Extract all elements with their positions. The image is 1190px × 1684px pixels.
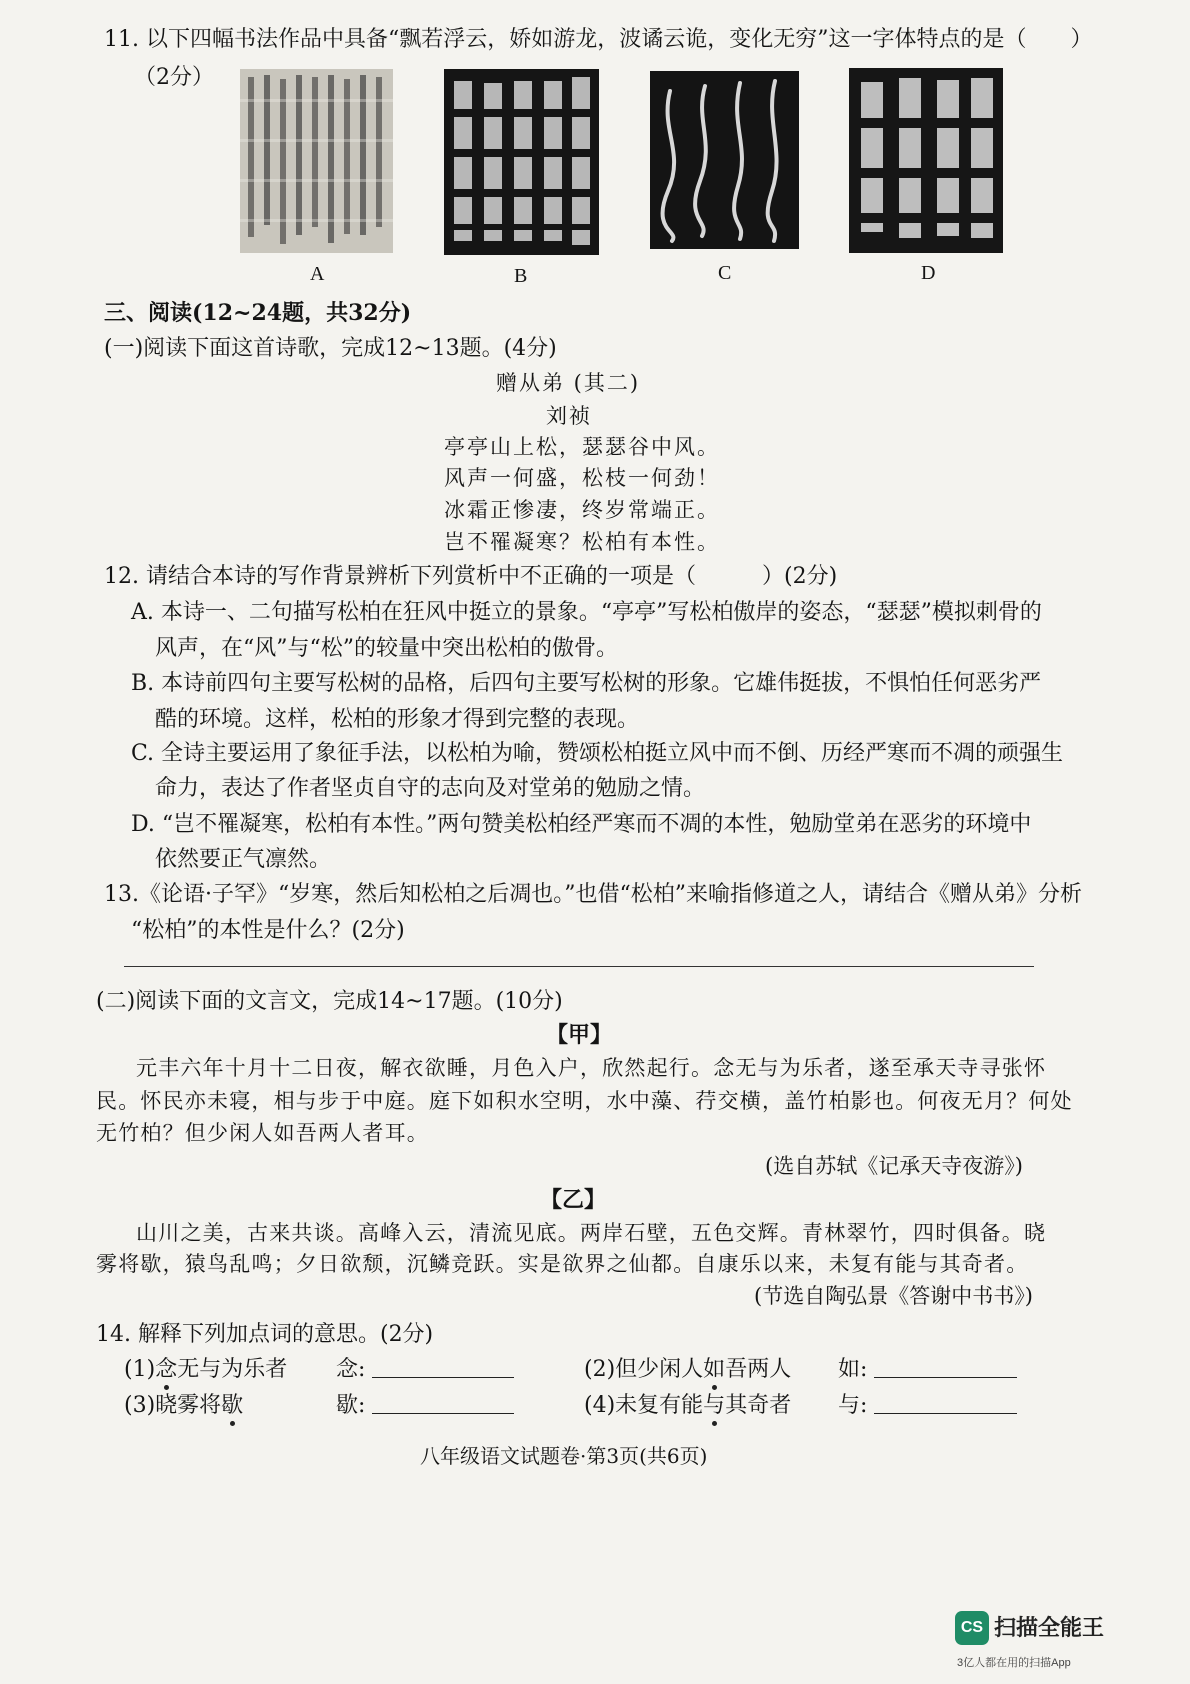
camscanner-logo-icon: CS: [955, 1611, 989, 1645]
calligraphy-image-d: [849, 68, 1003, 253]
q14-item-2-dotted-word: 如: [703, 1357, 726, 1382]
option-label-c: C: [718, 262, 732, 284]
q14-item-1-suffix: 无与为乐者: [177, 1357, 288, 1382]
q14-item-2-prefix: (2)但少闲人: [584, 1357, 704, 1382]
q14-item-1-key: 念:: [336, 1357, 366, 1382]
calligraphy-image-c: [650, 71, 799, 249]
q14-item-4-suffix: 其奇者: [725, 1393, 792, 1418]
q14-item-4: [584, 1388, 791, 1419]
q14-item-4-prefix: (4)未复有能: [584, 1393, 704, 1418]
q12-option-d-line1: D. “岂不罹凝寒，松柏有本性。”两句赞美松柏经严寒而不凋的本性，勉励堂弟在恶劣的环境中: [131, 812, 1032, 837]
passage-jia-label: 【甲】: [546, 1022, 613, 1048]
q12-option-a-line2: 风声，在“风”与“松”的较量中突出松柏的傲骨。: [155, 636, 618, 661]
poem-line-2: 风声一何盛，松枝一何劲！: [444, 466, 720, 490]
q14-item-1-prefix: (1): [124, 1357, 156, 1382]
calligraphy-image-b: [444, 69, 599, 255]
poem-line-1: 亭亭山上松，瑟瑟谷中风。: [444, 435, 720, 459]
q12-option-c-line2: 命力，表达了作者坚贞自守的志向及对堂弟的勉励之情。: [155, 776, 706, 801]
passage-yi-label: 【乙】: [540, 1187, 607, 1213]
q14-item-3-answer-blank[interactable]: [372, 1388, 514, 1414]
q12-stem: 12. 请结合本诗的写作背景辨析下列赏析中不正确的一项是（ ）(2分): [104, 564, 838, 589]
option-label-a: A: [310, 263, 325, 285]
passage-jia-line3: 无竹柏？但少闲人如吾两人者耳。: [96, 1121, 429, 1145]
q14-item-2-suffix: 吾两人: [725, 1357, 792, 1382]
passage-jia-line2: 民。怀民亦未寝，相与步于中庭。庭下如积水空明，水中藻、荇交横，盖竹柏影也。何夜无月？何处: [96, 1089, 1073, 1113]
passage-jia-line1: 元丰六年十月十二日夜，解衣欲睡，月色入户，欣然起行。念无与为乐者，遂至承天寺寻张怀: [136, 1056, 1047, 1080]
q14-item-3-dotted-word: 歇: [221, 1393, 244, 1418]
passage-jia-source: (选自苏轼《记承天寺夜游》): [765, 1154, 1023, 1178]
option-label-d: D: [921, 262, 936, 284]
poem-line-3: 冰霜正惨凄，终岁常端正。: [444, 498, 720, 522]
q14-item-1-dotted-word: 念: [155, 1357, 178, 1382]
poem-author: 刘祯: [546, 404, 592, 428]
q14-item-4-answer-blank[interactable]: [874, 1388, 1017, 1414]
q14-item-1: [124, 1352, 287, 1383]
q14-item-3: [124, 1388, 243, 1419]
q12-option-b-line1: B. 本诗前四句主要写松树的品格，后四句主要写松树的形象。它雄伟挺拔，不惧怕任何恶劣严: [131, 671, 1042, 696]
q13-answer-line[interactable]: [124, 966, 1034, 967]
part2-heading: (二)阅读下面的文言文，完成14~17题。(10分): [96, 989, 563, 1014]
q14-item-4-dotted-word: 与: [703, 1393, 726, 1418]
q12-option-b-line2: 酷的环境。这样，松柏的形象才得到完整的表现。: [155, 707, 640, 732]
q14-item-1-answer-blank[interactable]: [372, 1352, 514, 1378]
page-footer: 八年级语文试题卷·第3页(共6页): [420, 1444, 708, 1468]
poem-line-4: 岂不罹凝寒？松柏有本性。: [444, 530, 720, 554]
q14-item-2-key: 如:: [838, 1357, 868, 1382]
q14-item-2-answer-blank[interactable]: [874, 1352, 1017, 1378]
q14-item-3-prefix: (3)晓雾将: [124, 1393, 222, 1418]
passage-yi-line1: 山川之美，古来共谈。高峰入云，清流见底。两岸石壁，五色交辉。青林翠竹，四时俱备。晓: [136, 1221, 1047, 1245]
section-title: 三、阅读(12~24题，共32分): [104, 300, 412, 326]
q11-score: （2分）: [134, 65, 214, 90]
poem-title: 赠从弟 (其二): [496, 371, 641, 395]
q14-item-3-key: 歇:: [336, 1393, 366, 1418]
q14-stem: 14. 解释下列加点词的意思。(2分): [96, 1322, 434, 1347]
q13-stem-line2: “松柏”的本性是什么？(2分): [131, 918, 405, 943]
option-label-b: B: [514, 265, 528, 287]
q14-item-2: [584, 1352, 791, 1383]
passage-yi-source: (节选自陶弘景《答谢中书书》): [754, 1284, 1033, 1308]
q14-item-4-key: 与:: [838, 1393, 868, 1418]
passage-yi-line2: 雾将歇，猿鸟乱鸣；夕日欲颓，沉鳞竞跃。实是欲界之仙都。自康乐以来，未复有能与其奇者。: [96, 1252, 1029, 1276]
q12-option-d-line2: 依然要正气凛然。: [155, 847, 332, 872]
part1-heading: (一)阅读下面这首诗歌，完成12~13题。(4分): [104, 336, 557, 361]
q12-option-c-line1: C. 全诗主要运用了象征手法，以松柏为喻，赞颂松柏挺立风中而不倒、历经严寒而不凋的顽强生: [131, 741, 1064, 766]
q11-stem: 11. 以下四幅书法作品中具备“飘若浮云，娇如游龙，波谲云诡，变化无穷”这一字体特点的是（ ）: [104, 27, 1093, 52]
calligraphy-image-a: [240, 69, 393, 253]
watermark-app-name: 扫描全能王: [994, 1615, 1105, 1640]
q13-stem-line1: 13.《论语·子罕》“岁寒，然后知松柏之后凋也。”也借“松柏”来喻指修道之人，请结合《赠从弟》分析: [104, 882, 1082, 907]
q12-option-a-line1: A. 本诗一、二句描写松柏在狂风中挺立的景象。“亭亭”写松柏傲岸的姿态，“瑟瑟”模拟刺骨的: [131, 600, 1042, 625]
watermark-slogan: 3亿人都在用的扫描App: [957, 1657, 1071, 1669]
